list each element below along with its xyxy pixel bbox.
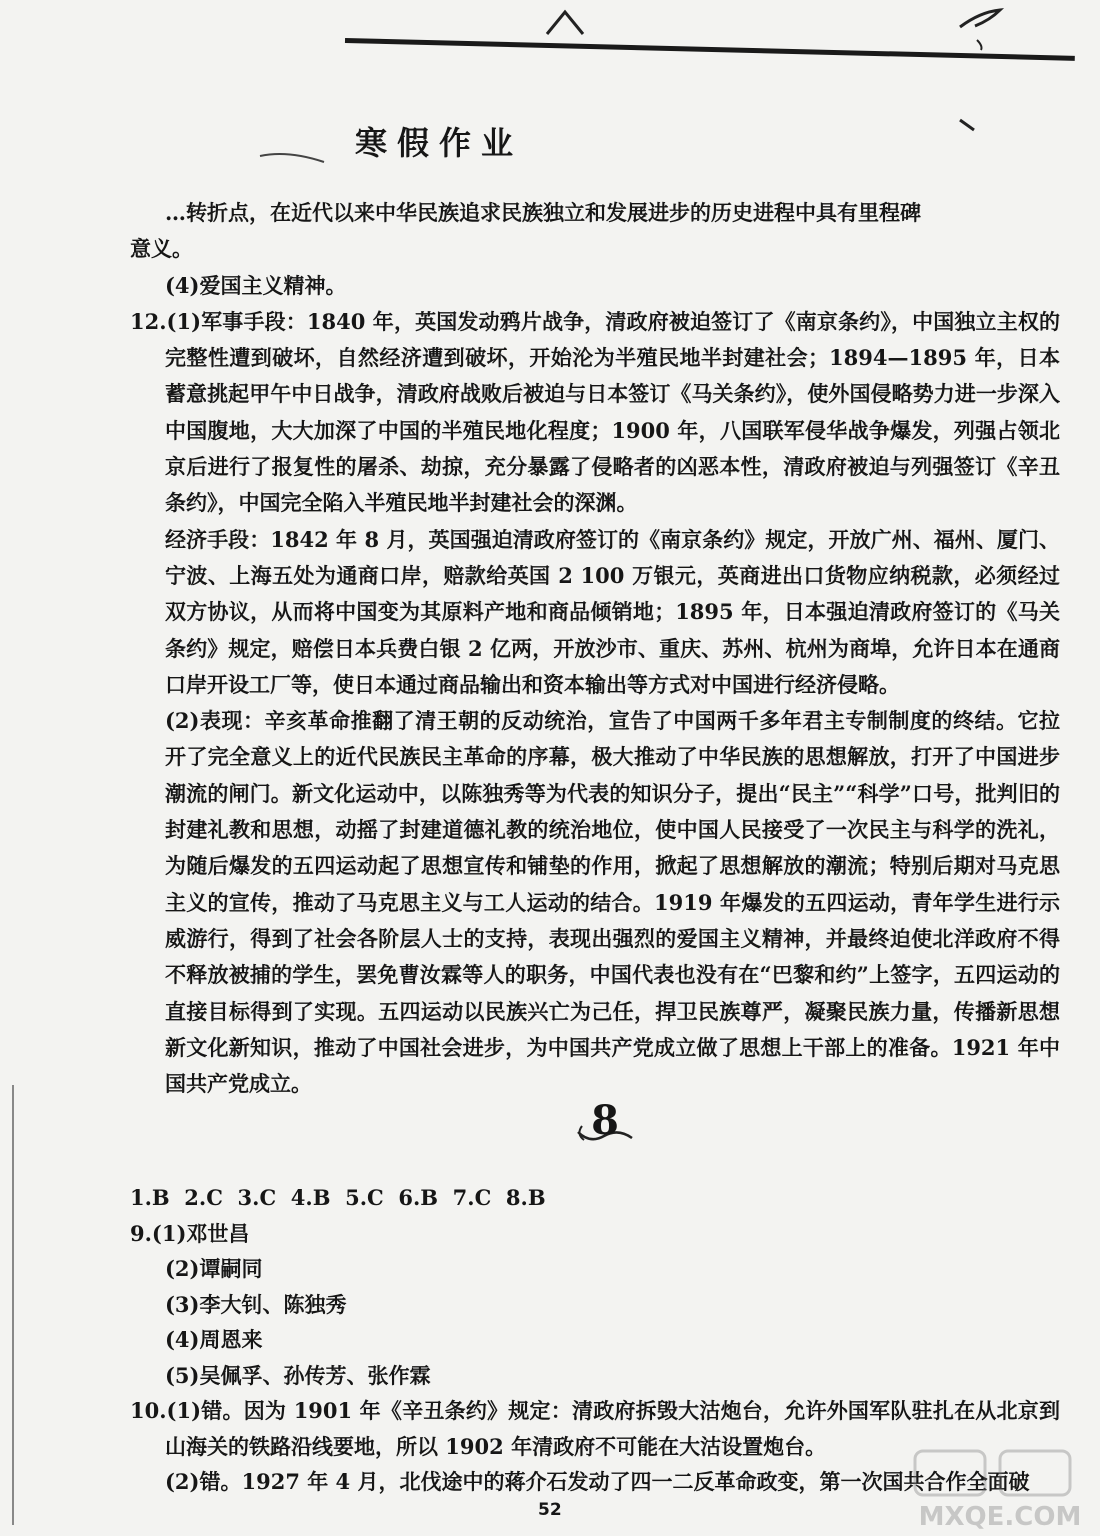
text-line: …转折点，在近代以来中华民族追求民族独立和发展进步的历史进程中具有里程碑 bbox=[165, 200, 921, 225]
q9-answer-item: (4)周恩来 bbox=[165, 1327, 263, 1352]
q9-answer-1: 9.(1)邓世昌 bbox=[130, 1220, 250, 1246]
section-one-text bbox=[130, 195, 1060, 1102]
q9-answer-item: (3)李大钊、陈独秀 bbox=[165, 1291, 347, 1317]
text-line: 意义。 bbox=[130, 236, 193, 262]
q9-answer-item: (2)谭嗣同 bbox=[165, 1256, 263, 1281]
section-number: 8 bbox=[591, 1096, 619, 1144]
triangle-mark-icon bbox=[545, 8, 585, 38]
scan-edge-line bbox=[12, 1085, 14, 1525]
bird-scribble-icon bbox=[955, 2, 1015, 52]
section-number-badge bbox=[570, 1090, 640, 1150]
text-line: (4)爱国主义精神。 bbox=[165, 272, 347, 298]
q10-answer-1: 10.(1)错。因为 1901 年《辛丑条约》规定：清政府拆毁大沽炮台，允许外国军队驻扎在从北京到山海关的铁路沿线要地，所以 1902 年清政府不可能在大沽设置炮台。 bbox=[130, 1398, 1060, 1459]
swoosh-decoration-icon bbox=[258, 148, 328, 166]
watermark-logo-icon bbox=[905, 1445, 1095, 1535]
page-number: 52 bbox=[538, 1500, 562, 1520]
watermark-text: MXQE.COM bbox=[918, 1502, 1082, 1532]
header-title: 寒假作业 bbox=[355, 124, 524, 162]
choice-answers: 1.B 2.C 3.C 4.B 5.C 6.B 7.C 8.B bbox=[130, 1185, 546, 1210]
answer-12-economic: 经济手段：1842 年 8 月，英国强迫清政府签订的《南京条约》规定，开放广州、福州、厦门、宁波、上海五处为通商口岸，赔款给英国 2 100 万银元，英商进出口货物应纳税款，必须经过双方协议，从而将中国变为其原料产地和商品倾销地；1895 年，日本强迫清政府签订的《马关条约》规定，赔偿日本兵费白银 2 亿两，开放沙市、重庆、苏州、杭州为商埠，允许日本在通商口岸开设工厂等，使日本通过商品输出和资本输出等方式对中国进行经济侵略。 bbox=[165, 526, 1060, 697]
answer-12-part-1: 12.(1)军事手段：1840 年，英国发动鸦片战争，清政府被迫签订了《南京条约》，中国独立主权的完整性遭到破坏，自然经济遭到破坏，开始沦为半殖民地半封建社会；1894—1895 年，日本蓄意挑起甲午中日战争，清政府战败后被迫与日本签订《马关条约》，使外国侵略势力进一步深入中国腹地，大大加深了中国的半殖民地化程度；1900 年，八国联军侵华战争爆发，列强占领北京后进行了报复性的屠杀、劫掠，充分暴露了侵略者的凶恶本性，清政府被迫与列强签订《辛丑条约》，中国完全陷入半殖民地半封建社会的深渊。 bbox=[130, 308, 1060, 516]
q10-answer-2: (2)错。1927 年 4 月，北伐途中的蒋介石发动了四一二反革命政变，第一次国共合作全面破 bbox=[165, 1469, 1030, 1494]
q9-answer-item: (5)吴佩孚、孙传芳、张作霖 bbox=[165, 1362, 431, 1388]
ink-mark-icon bbox=[958, 118, 978, 134]
answer-12-part-2: (2)表现：辛亥革命推翻了清王朝的反动统治，宣告了中国两千多年君主专制制度的终结。它拉开了完全意义上的近代民族民主革命的序幕，极大推动了中华民族的思想解放，打开了中国进步潮流的闸门。新文化运动中，以陈独秀等为代表的知识分子，提出“民主”“科学”口号，批判旧的封建礼教和思想，动摇了封建道德礼教的统治地位，使中国人民接受了一次民主与科学的洗礼，为随后爆发的五四运动起了思想宣传和铺垫的作用，掀起了思想解放的潮流；特别后期对马克思主义的宣传，推动了马克思主义与工人运动的结合。1919 年爆发的五四运动，青年学生进行示威游行，得到了社会各阶层人士的支持，表现出强烈的爱国主义精神，并最终迫使北洋政府不得不释放被捕的学生，罢免曹汝霖等人的职务，中国代表也没有在“巴黎和约”上签字，五四运动的直接目标得到了实现。五四运动以民族兴亡为己任，捍卫民族尊严，凝聚民族力量，传播新思想新文化新知识，推动了中国社会进步，为中国共产党成立做了思想上干部上的准备。1921 年中国共产党成立。 bbox=[165, 708, 1060, 1097]
